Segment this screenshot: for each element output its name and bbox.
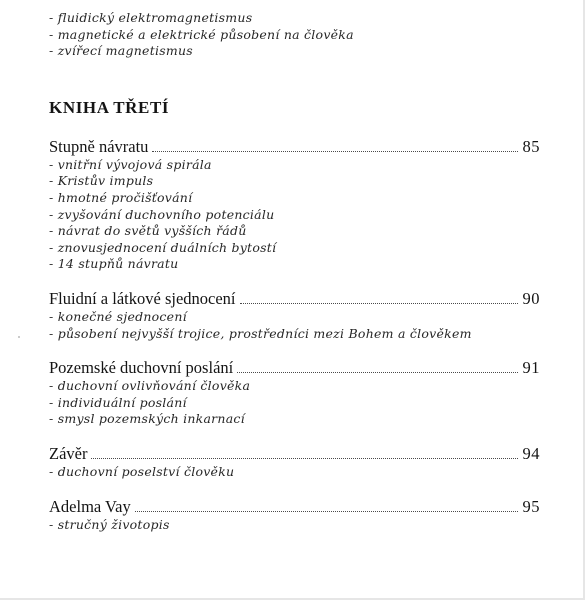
book-heading: KNIHA TŘETÍ	[49, 97, 170, 117]
toc-entry-zaver	[49, 444, 540, 481]
intro-subitems	[49, 10, 540, 60]
subitem: - fluidický elektromagnetismus	[49, 10, 253, 25]
entry-title: Fluidní a látkové sjednocení	[49, 288, 236, 308]
page-number: 95	[522, 496, 540, 516]
dot-leader	[152, 151, 517, 152]
dot-leader	[237, 372, 517, 373]
subitem: - zvířecí magnetismus	[49, 43, 193, 59]
toc-entry-line	[49, 137, 540, 157]
toc-content	[49, 10, 540, 533]
page-number: 91	[522, 358, 540, 378]
subitem: - magnetické a elektrické působení na člověka	[49, 26, 354, 42]
page-number: 94	[522, 443, 540, 463]
dot-leader	[91, 458, 517, 459]
page-number: 85	[522, 136, 540, 156]
dot-leader	[240, 303, 518, 304]
entry-title: Pozemské duchovní poslání	[49, 358, 234, 378]
toc-entry-stupne-navratu	[49, 137, 540, 273]
entry-title: Adelma Vay	[49, 496, 131, 516]
toc-entry-adelma-vay	[49, 497, 540, 534]
subitem: - zvyšování duchovního potenciálu	[49, 206, 275, 222]
toc-entry-fluidni-sjednoceni	[49, 289, 540, 342]
toc-entry-pozemske-poslani	[49, 358, 540, 428]
subitem: - návrat do světů vyšších řádů	[49, 223, 247, 239]
subitem: - individuální poslání	[49, 394, 187, 410]
toc-entry-line	[49, 497, 540, 517]
subitem: - duchovní ovlivňování člověka	[49, 378, 251, 394]
subitem: - hmotné pročišťování	[49, 189, 193, 205]
subitem: - duchovní poselství člověku	[49, 463, 235, 479]
toc-entry-line	[49, 358, 540, 378]
toc-entry-line	[49, 444, 540, 464]
subitem: - smysl pozemských inkarnací	[49, 411, 245, 427]
page-number: 90	[522, 288, 540, 308]
subitem: - vnitřní vývojová spirála	[49, 156, 212, 172]
toc-entry-line	[49, 289, 540, 309]
dot-leader	[135, 511, 518, 512]
scan-speck	[18, 336, 20, 338]
subitem: - 14 stupňů návratu	[49, 256, 179, 272]
subitem: - stručný životopis	[49, 516, 170, 532]
subitem: - znovusjednocení duálních bytostí	[49, 239, 277, 255]
subitem: - působení nejvyšší trojice, prostředníci mezi Bohem a člověkem	[49, 325, 472, 341]
subitem: - Kristův impuls	[49, 173, 154, 189]
entry-title: Stupně návratu	[49, 136, 149, 156]
subitem: - konečné sjednocení	[49, 308, 187, 324]
entry-title: Závěr	[49, 443, 88, 463]
